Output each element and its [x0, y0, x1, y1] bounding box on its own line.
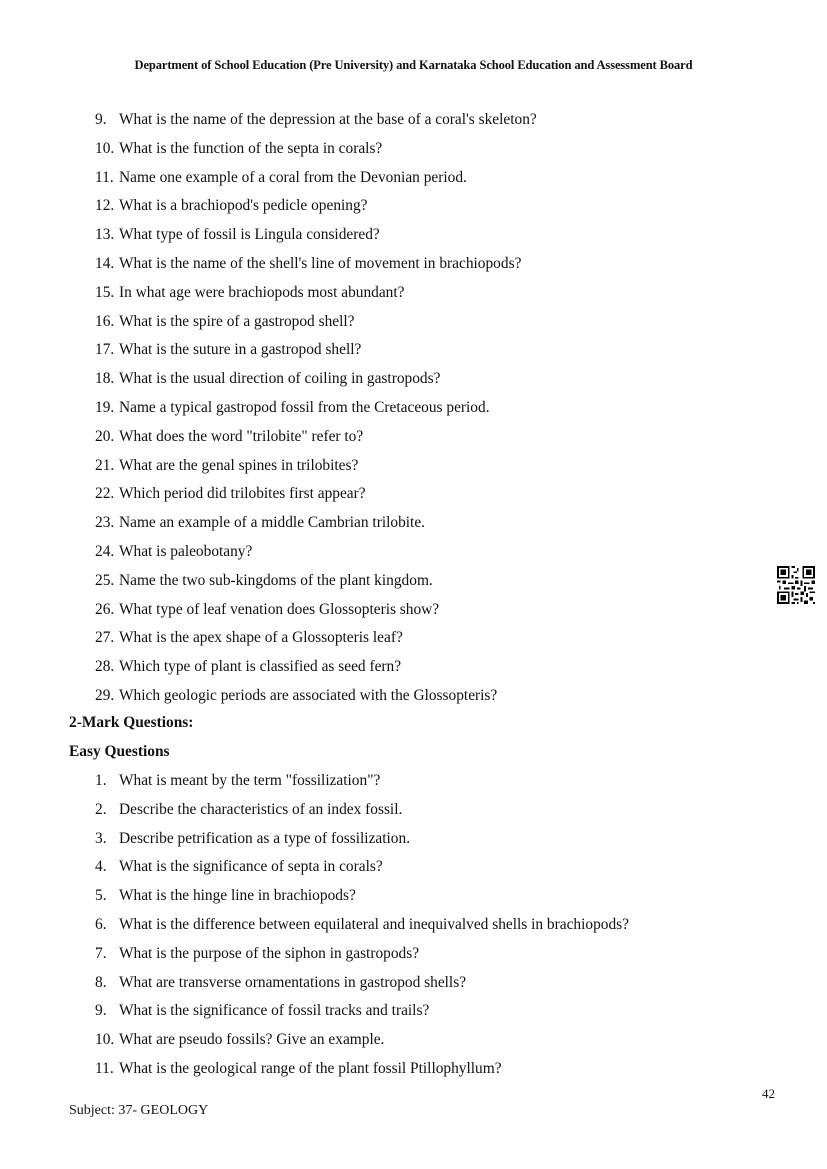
question-item [95, 944, 629, 973]
question-number: 23. [95, 514, 115, 532]
question-text: What is the difference between equilateral and inequivalved shells in brachiopods? [119, 915, 629, 933]
question-number: 17. [95, 341, 115, 359]
question-text: What are pseudo fossils? Give an example. [119, 1031, 385, 1049]
question-number: 4. [95, 858, 107, 876]
question-number: 10. [95, 1031, 115, 1049]
question-item [95, 1030, 629, 1059]
question-number: 24. [95, 542, 115, 560]
question-number: 13. [95, 226, 115, 244]
question-number: 29. [95, 686, 115, 704]
question-item [95, 829, 629, 858]
question-text: What are transverse ornamentations in gastropod shells? [119, 973, 467, 991]
question-text: What is the suture in a gastropod shell? [119, 341, 362, 359]
question-number: 21. [95, 456, 115, 474]
question-item [95, 312, 537, 341]
question-number: 16. [95, 312, 115, 330]
question-item [95, 973, 629, 1002]
question-text: Which geologic periods are associated with the Glossopteris? [119, 686, 498, 704]
question-item [95, 886, 629, 915]
question-number: 11. [95, 1059, 114, 1077]
question-text: What does the word "trilobite" refer to? [119, 427, 364, 445]
question-text: What type of leaf venation does Glossopteris show? [119, 600, 440, 618]
question-item [95, 600, 537, 629]
question-item [95, 456, 537, 485]
question-text: What is the spire of a gastropod shell? [119, 312, 355, 330]
question-number: 27. [95, 629, 115, 647]
question-number: 28. [95, 658, 115, 676]
question-number: 5. [95, 887, 107, 905]
subsection-heading-easy: Easy Questions [69, 743, 170, 760]
question-text: What is paleobotany? [119, 542, 253, 560]
question-text: Name the two sub-kingdoms of the plant kingdom. [119, 571, 433, 589]
question-number: 9. [95, 1002, 107, 1020]
page-number: 42 [762, 1086, 775, 1101]
question-item [95, 196, 537, 225]
question-text: What is the geological range of the plant fossil Ptillophyllum? [119, 1059, 502, 1077]
question-text: What is the apex shape of a Glossopteris leaf? [119, 629, 403, 647]
question-item [95, 571, 537, 600]
question-item [95, 771, 629, 800]
question-text: In what age were brachiopods most abundant? [119, 283, 405, 301]
question-text: What is the purpose of the siphon in gastropods? [119, 944, 420, 962]
question-text: What is meant by the term "fossilization"? [119, 772, 381, 789]
page-header: Department of School Education (Pre University) and Karnataka School Education and Assessment Board [134, 58, 693, 72]
question-list-part2 [95, 771, 629, 1088]
question-number: 18. [95, 370, 115, 388]
subject-footer: Subject: 37- GEOLOGY [69, 1103, 209, 1118]
question-list-part1 [95, 110, 537, 715]
question-text: What is the name of the depression at the base of a coral's skeleton? [119, 111, 537, 128]
question-text: Name one example of a coral from the Devonian period. [119, 168, 467, 186]
question-text: What is the name of the shell's line of movement in brachiopods? [119, 254, 522, 272]
question-number: 25. [95, 571, 115, 589]
question-item [95, 484, 537, 513]
question-item [95, 283, 537, 312]
question-item [95, 369, 537, 398]
question-item [95, 915, 629, 944]
question-text: Name an example of a middle Cambrian trilobite. [119, 514, 426, 532]
question-text: What is the hinge line in brachiopods? [119, 887, 356, 905]
question-item [95, 1059, 629, 1088]
question-number: 20. [95, 427, 115, 445]
question-item [95, 168, 537, 197]
question-item [95, 513, 537, 542]
question-number: 10. [95, 139, 115, 157]
question-number: 12. [95, 197, 115, 215]
question-item [95, 686, 537, 715]
question-text: Which period did trilobites first appear? [119, 485, 366, 503]
question-text: What is a brachiopod's pedicle opening? [119, 197, 368, 215]
question-number: 26. [95, 600, 115, 618]
question-number: 19. [95, 398, 115, 416]
question-text: Name a typical gastropod fossil from the Cretaceous period. [119, 398, 490, 416]
question-number: 3. [95, 829, 107, 847]
question-text: What is the significance of fossil tracks and trails? [119, 1002, 430, 1020]
question-item [95, 800, 629, 829]
qr-code-icon [776, 566, 816, 604]
section-heading-2-mark: 2-Mark Questions: [69, 714, 194, 731]
question-item [95, 542, 537, 571]
question-text: What are the genal spines in trilobites? [119, 456, 359, 474]
question-item [95, 254, 537, 283]
question-number: 7. [95, 944, 107, 962]
question-number: 14. [95, 254, 115, 272]
question-item [95, 427, 537, 456]
question-text: What is the usual direction of coiling in gastropods? [119, 370, 441, 388]
question-number: 11. [95, 168, 114, 186]
question-number: 6. [95, 915, 107, 933]
question-item [95, 225, 537, 254]
question-text: What type of fossil is Lingula considered? [119, 226, 380, 244]
question-text: Which type of plant is classified as seed fern? [119, 658, 402, 676]
question-number: 15. [95, 283, 115, 301]
question-number: 2. [95, 800, 107, 818]
question-item [95, 857, 629, 886]
question-text: What is the significance of septa in corals? [119, 858, 383, 876]
question-text: What is the function of the septa in corals? [119, 139, 383, 157]
question-number: 8. [95, 973, 107, 991]
question-number: 22. [95, 485, 115, 503]
question-number: 1. [95, 772, 107, 789]
question-item [95, 110, 537, 139]
question-item [95, 628, 537, 657]
question-item [95, 398, 537, 427]
question-number: 9. [95, 111, 107, 128]
question-item [95, 139, 537, 168]
question-item [95, 657, 537, 686]
question-item [95, 340, 537, 369]
question-text: Describe the characteristics of an index fossil. [119, 800, 403, 818]
question-text: Describe petrification as a type of fossilization. [119, 829, 411, 847]
question-item [95, 1001, 629, 1030]
